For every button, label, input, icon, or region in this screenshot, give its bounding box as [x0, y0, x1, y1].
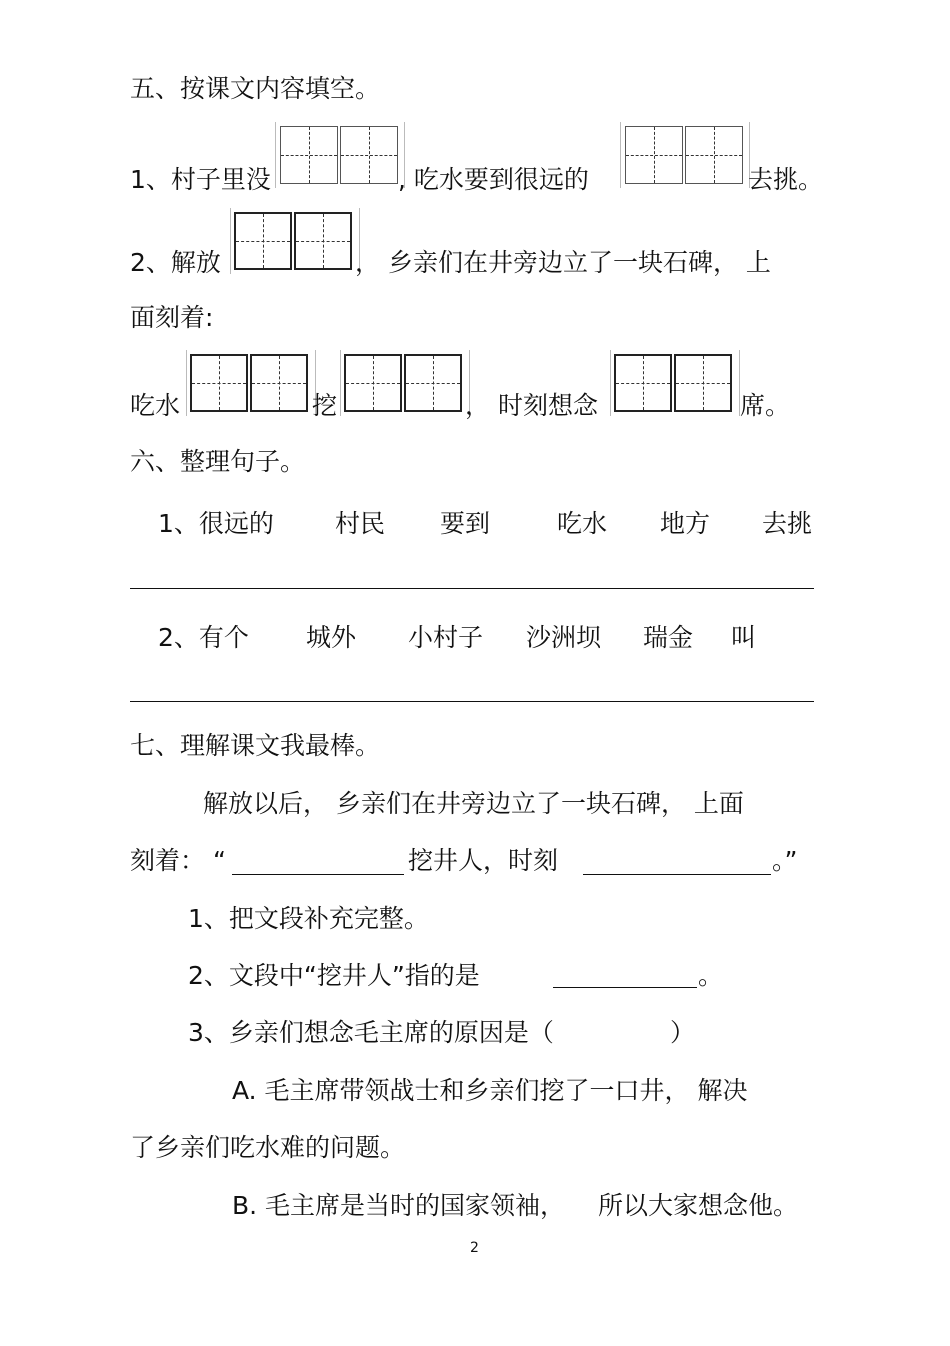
- s2-word-2: 城外: [306, 623, 357, 652]
- grid-cell[interactable]: [294, 212, 352, 270]
- answer-line-2[interactable]: [130, 701, 814, 702]
- q2-line2: 面刻着:: [130, 303, 214, 332]
- answer-grid-1[interactable]: [280, 126, 398, 184]
- q3-mid1: 挖: [312, 391, 338, 420]
- q1-before: 1、村子里没: [130, 165, 271, 194]
- answer-grid-2[interactable]: [625, 126, 743, 184]
- q3-before: 吃水: [130, 391, 181, 420]
- q3-after: 席。: [740, 391, 791, 420]
- section6-title: 六、整理句子。: [130, 447, 306, 476]
- grid-cell[interactable]: [234, 212, 292, 270]
- grid-cell[interactable]: [674, 354, 732, 412]
- q1-after: 去挑。: [748, 165, 824, 194]
- question-3: 3、乡亲们想念毛主席的原因是（: [188, 1018, 554, 1047]
- answer-line-1[interactable]: [130, 588, 814, 589]
- s2-word-1: 2、有个: [158, 623, 249, 652]
- option-a-line-1: A. 毛主席带领战士和乡亲们挖了一口井， 解决: [232, 1076, 748, 1105]
- answer-grid-4[interactable]: [190, 354, 308, 412]
- question-2: 2、文段中“挖井人”指的是: [188, 961, 480, 990]
- page-number: 2: [470, 1240, 479, 1256]
- s2-word-6: 叫: [731, 623, 757, 652]
- question-1: 1、把文段补充完整。: [188, 904, 429, 933]
- grid-cell[interactable]: [404, 354, 462, 412]
- s1-word-3: 要到: [440, 509, 491, 538]
- fill-blank-1[interactable]: [232, 874, 404, 875]
- fill-blank-2[interactable]: [583, 874, 771, 875]
- section7-title: 七、理解课文我最棒。: [130, 731, 381, 760]
- q2-after: ， 乡亲们在井旁边立了一块石碑， 上: [355, 248, 771, 277]
- question-2-end: 。: [698, 961, 724, 990]
- q2-before: 2、解放: [130, 248, 221, 277]
- grid-cell[interactable]: [280, 126, 338, 184]
- option-a-line-2: 了乡亲们吃水难的问题。: [130, 1133, 406, 1162]
- s1-word-6: 去挑: [762, 509, 813, 538]
- s1-word-2: 村民: [335, 509, 386, 538]
- s1-word-5: 地方: [660, 509, 711, 538]
- q1-middle: , 吃水要到很远的: [398, 165, 589, 194]
- answer-grid-6[interactable]: [614, 354, 732, 412]
- question-3-close: ）: [670, 1018, 696, 1047]
- grid-cell[interactable]: [190, 354, 248, 412]
- grid-cell[interactable]: [685, 126, 743, 184]
- fill-blank-3[interactable]: [553, 987, 697, 988]
- s2-word-5: 瑞金: [643, 623, 694, 652]
- s2-word-4: 沙洲坝: [526, 623, 602, 652]
- section5-title: 五、按课文内容填空。: [130, 74, 381, 103]
- grid-cell[interactable]: [614, 354, 672, 412]
- passage-line-2b: 挖井人，时刻: [408, 846, 559, 875]
- s1-word-1: 1、很远的: [158, 509, 274, 538]
- passage-line-2c: 。”: [772, 846, 798, 875]
- option-b-a: B. 毛主席是当时的国家领袖，: [232, 1191, 566, 1220]
- passage-line-2a: 刻着： “: [130, 846, 226, 875]
- answer-grid-3[interactable]: [234, 212, 352, 270]
- grid-cell[interactable]: [340, 126, 398, 184]
- grid-cell[interactable]: [344, 354, 402, 412]
- q3-mid2: ， 时刻想念: [465, 391, 598, 420]
- grid-cell[interactable]: [250, 354, 308, 412]
- answer-grid-5[interactable]: [344, 354, 462, 412]
- option-b-b: 所以大家想念他。: [598, 1191, 799, 1220]
- s1-word-4: 吃水: [557, 509, 608, 538]
- grid-cell[interactable]: [625, 126, 683, 184]
- s2-word-3: 小村子: [408, 623, 484, 652]
- passage-line-1: 解放以后， 乡亲们在井旁边立了一块石碑， 上面: [203, 789, 744, 818]
